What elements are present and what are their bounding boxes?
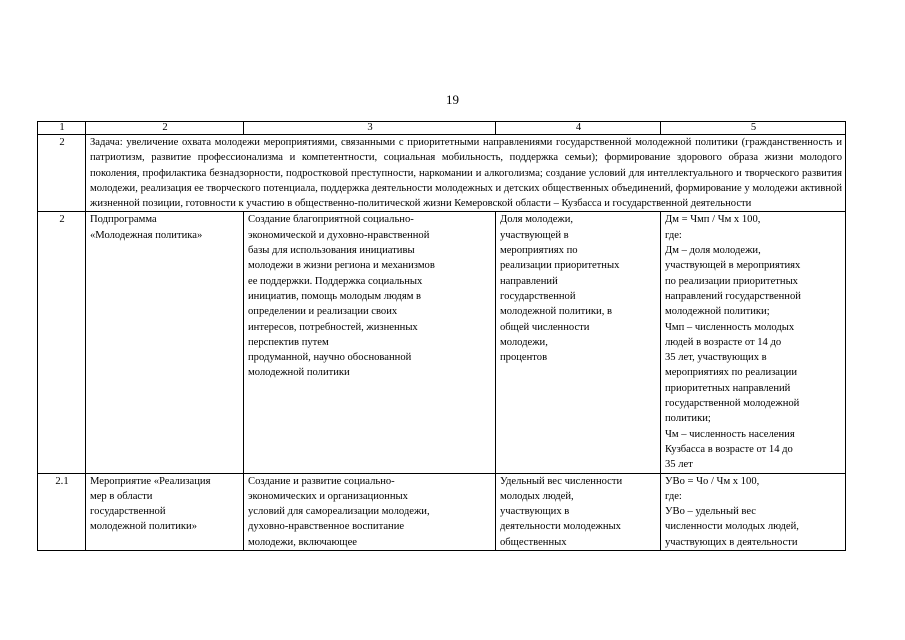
indicator-name [496, 212, 661, 473]
cell-text-line: молодежной политики [248, 367, 350, 379]
header-cell: 2 [86, 122, 244, 135]
cell-text-line: экономических и организационных [248, 490, 408, 502]
cell-text-line: численности молодых людей, [665, 521, 799, 533]
cell-text-line: молодежи, включающее [248, 536, 357, 548]
task-row [38, 135, 846, 212]
cell-text-line: общей численности [500, 321, 590, 333]
cell-text-line: направлений государственной [665, 290, 801, 302]
header-cell: 5 [661, 122, 846, 135]
cell-text-line: Мероприятие «Реализация [90, 475, 211, 487]
cell-text-line: мероприятиях по [500, 245, 578, 257]
cell-text-line: Удельный вес численности [500, 475, 623, 487]
header-cell: 3 [244, 122, 496, 135]
header-cell: 1 [38, 122, 86, 135]
subprogram-goal [244, 212, 496, 473]
cell-text-line: реализации приоритетных [500, 260, 620, 272]
cell-text-line: процентов [500, 352, 548, 364]
task-description: Задача: увеличение охвата молодежи мероприятиями, связанными с приоритетными направлениями государственной молодежной политики (гражданственность и патриотизм, развитие профессионализма и компетентности, социальная мобильность, поддержка семьи); формирование здорового образа жизни молодого поколения, профилактика безнадзорности, подростковой преступности, наркомании и алкоголизма; создание условий для интеллектуального и творческого развития молодежи, реализация ее творческого потенциала, поддержка деятельности молодежных и детских общественных объединений, формирование у молодежи активной жизненной позиции, готовности к участию в общественно-политической жизни Кемеровской области – Кузбасса и государственной деятельности [86, 135, 846, 212]
cell-text-line: где: [665, 490, 682, 502]
cell-text-line: условий для самореализации молодежи, [248, 506, 430, 518]
cell-text-line: молодежной политики, в [500, 306, 613, 318]
cell-text-line: государственной [90, 506, 166, 518]
cell-text-line: молодежи в жизни региона и механизмов [248, 260, 435, 272]
cell-text-line: определении и реализации своих [248, 306, 398, 318]
cell-text-line: Создание и развитие социально- [248, 475, 395, 487]
header-cell: 4 [496, 122, 661, 135]
cell-text-line: базы для использования инициативы [248, 245, 415, 257]
page-number: 19 [446, 92, 459, 107]
cell-text-line: Дм – доля молодежи, [665, 245, 761, 257]
measure-goal [244, 473, 496, 550]
indicators-table [37, 121, 846, 551]
cell-text-line: перспектив путем [248, 336, 329, 348]
table-header-row [38, 122, 846, 135]
indicator-formula [661, 212, 846, 473]
row-number: 2.1 [38, 473, 86, 550]
cell-text-line: УВо – удельный вес [665, 506, 757, 518]
cell-text-line: политики; [665, 413, 711, 425]
cell-text-line: участвующих в деятельности [665, 536, 798, 548]
cell-text-line: инициатив, помощь молодым людям в [248, 290, 422, 302]
table-row [38, 473, 846, 550]
measure-name [86, 473, 244, 550]
cell-text-line: молодежной политики; [665, 306, 770, 318]
cell-text-line: участвующей в мероприятиях [665, 260, 801, 272]
task-row-number: 2 [38, 135, 86, 212]
cell-text-line: молодежи, [500, 336, 548, 348]
cell-text-line: мероприятиях по реализации [665, 367, 798, 379]
cell-text-line: деятельности молодежных [500, 521, 621, 533]
cell-text-line: направлений [500, 275, 558, 287]
cell-text-line: духовно-нравственное воспитание [248, 521, 405, 533]
cell-text-line: Дм = Чмп / Чм x 100, [665, 214, 761, 226]
cell-text-line: интересов, потребностей, жизненных [248, 321, 418, 333]
cell-text-line: Кузбасса в возрасте от 14 до [665, 443, 793, 455]
cell-text-line: людей в возрасте от 14 до [665, 336, 782, 348]
cell-text-line: ее поддержки. Поддержка социальных [248, 275, 423, 287]
cell-text-line: 35 лет, участвующих в [665, 352, 767, 364]
cell-text-line: по реализации приоритетных [665, 275, 798, 287]
cell-text-line: продуманной, научно обоснованной [248, 352, 412, 364]
cell-text-line: государственной молодежной [665, 398, 800, 410]
cell-text-line: молодежной политики» [90, 521, 198, 533]
table-row [38, 212, 846, 473]
cell-text-line: приоритетных направлений [665, 382, 791, 394]
indicator-formula [661, 473, 846, 550]
row-number: 2 [38, 212, 86, 473]
cell-text-line: мер в области [90, 490, 153, 502]
cell-text-line: Создание благоприятной социально- [248, 214, 414, 226]
indicator-name [496, 473, 661, 550]
cell-text-line: участвующих в [500, 506, 570, 518]
cell-text-line: «Молодежная политика» [90, 229, 203, 241]
cell-text-line: УВо = Чо / Чм x 100, [665, 475, 760, 487]
cell-text-line: участвующей в [500, 229, 569, 241]
cell-text-line: Чмп – численность молодых [665, 321, 795, 333]
cell-text-line: общественных [500, 536, 567, 548]
cell-text-line: Доля молодежи, [500, 214, 574, 226]
cell-text-line: государственной [500, 290, 576, 302]
cell-text-line: молодых людей, [500, 490, 574, 502]
cell-text-line: Подпрограмма [90, 214, 157, 226]
cell-text-line: 35 лет [665, 459, 693, 471]
subprogram-name [86, 212, 244, 473]
cell-text-line: Чм – численность населения [665, 428, 795, 440]
cell-text-line: где: [665, 229, 682, 241]
cell-text-line: экономической и духовно-нравственной [248, 229, 430, 241]
